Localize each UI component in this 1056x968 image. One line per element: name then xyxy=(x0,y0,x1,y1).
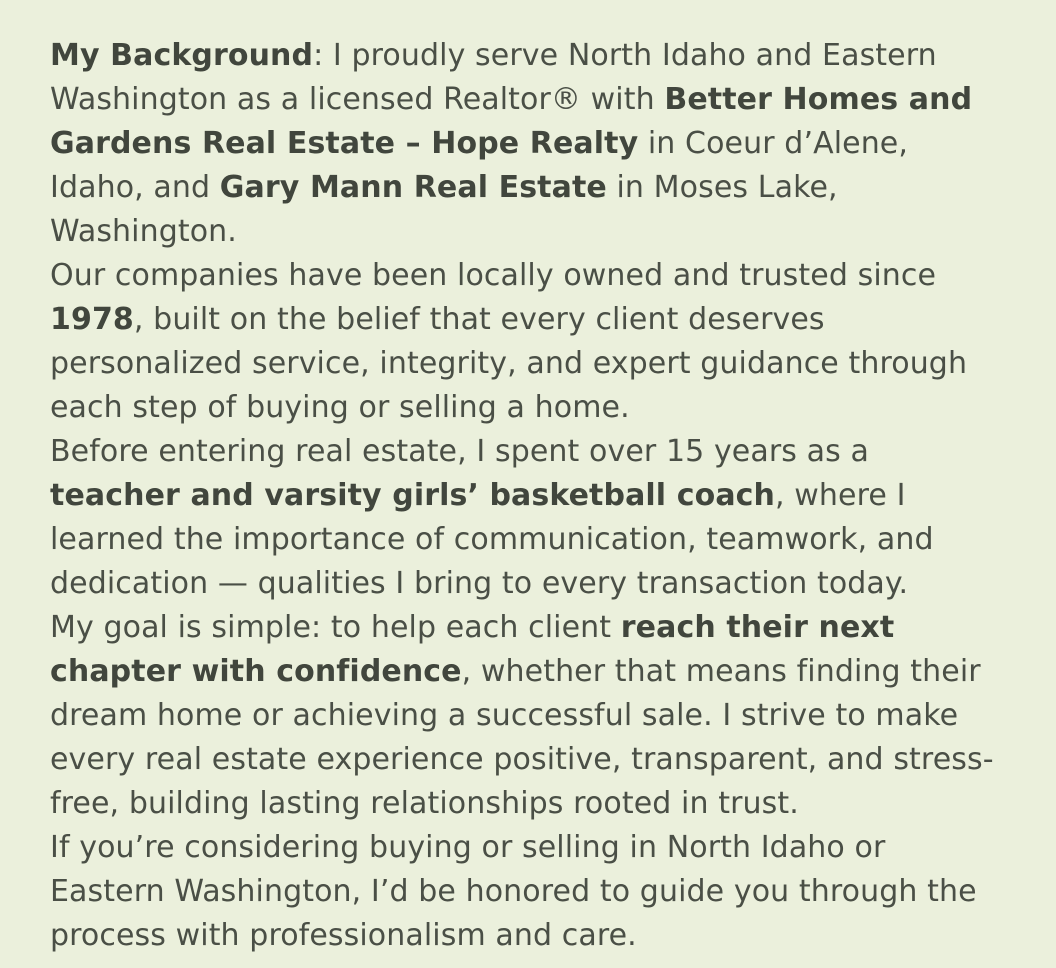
bio-paragraph-experience xyxy=(50,430,994,606)
bio-emphasis-text: teacher and varsity girls’ basketball coach xyxy=(50,478,776,513)
bio-body-text: , built on the belief that every client deserves personalized service, integrity, and expert guidance through each step of buying or selling a home. xyxy=(50,302,968,425)
bio-paragraph-closing xyxy=(50,826,994,958)
bio-paragraph-background xyxy=(50,34,994,254)
bio-text-container xyxy=(50,34,994,958)
bio-body-text: Our companies have been locally owned and trusted since xyxy=(50,258,937,293)
bio-emphasis-text: Better Homes and Gardens Real Estate – Hope Realty xyxy=(50,82,973,161)
bio-emphasis-text: My Background xyxy=(50,38,314,73)
bio-body-text: : I proudly serve North Idaho and Eastern Washington as a licensed Realtor® with xyxy=(50,38,937,117)
bio-body-text: If you’re considering buying or selling in North Idaho or Eastern Washington, I’d be honored to guide you through the process with professionalism and care. xyxy=(50,830,977,953)
bio-body-text: Before entering real estate, I spent over 15 years as a xyxy=(50,434,869,469)
bio-emphasis-text: reach their next chapter with confidence xyxy=(50,610,895,689)
bio-body-text: My goal is simple: to help each client xyxy=(50,610,621,645)
bio-paragraph-goal xyxy=(50,606,994,826)
bio-emphasis-text: Gary Mann Real Estate xyxy=(219,170,607,205)
bio-body-text: , where I learned the importance of communication, teamwork, and dedication — qualities I bring to every transaction today. xyxy=(50,478,934,601)
bio-body-text: , whether that means finding their dream home or achieving a successful sale. I strive to make every real estate experience positive, transparent, and stress-free, building lasting relationships rooted in trust. xyxy=(50,654,994,821)
bio-body-text: in Moses Lake, Washington. xyxy=(50,170,838,249)
bio-body-text: in Coeur d’Alene, Idaho, and xyxy=(50,126,908,205)
bio-emphasis-text: 1978 xyxy=(50,302,134,337)
bio-paragraph-companies xyxy=(50,254,994,430)
